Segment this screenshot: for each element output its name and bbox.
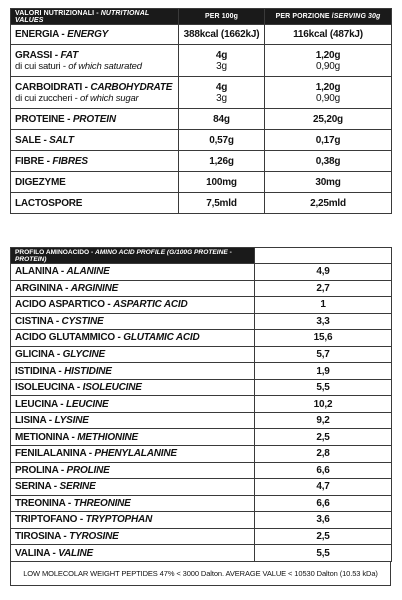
nutrient-name-it: SALE	[15, 134, 41, 146]
amino-name-en: CYSTINE	[61, 315, 104, 327]
value-serving: 2,25mld	[265, 193, 392, 214]
nutrition-row-protein	[11, 109, 392, 130]
amino-name-en: ARGININE	[70, 282, 119, 294]
amino-row	[11, 462, 392, 479]
nutrient-name	[11, 45, 179, 77]
nutrient-main: GRASSI - FAT	[15, 49, 78, 61]
amino-name: ACIDO ASPARTICO - ASPARTIC ACID	[11, 297, 255, 314]
amino-row	[11, 297, 392, 314]
value-serving	[265, 45, 392, 77]
amino-value: 3,6	[255, 512, 392, 529]
amino-name-en: GLUTAMIC ACID	[123, 332, 200, 344]
value-main: 4g	[215, 49, 228, 61]
value-serving: 25,20g	[265, 109, 392, 130]
amino-row	[11, 412, 392, 429]
amino-name-en: TRYPTOPHAN	[85, 514, 153, 526]
amino-name-en: GLYCINE	[62, 349, 105, 360]
amino-row	[11, 528, 392, 545]
amino-name-en: PROLINE	[66, 464, 110, 476]
nutrient-name-en: CARBOHYDRATE	[90, 81, 173, 93]
nutrient-name-it: FIBRE	[15, 155, 45, 167]
section-gap	[10, 214, 391, 247]
nutrition-header-serving: PER PORZIONE /SERVING 30g	[265, 9, 392, 25]
value-per100: 0,57g	[179, 130, 265, 151]
amino-name-it: TRIPTOFANO	[15, 514, 78, 526]
amino-row	[11, 330, 392, 347]
amino-row	[11, 379, 392, 396]
amino-name-en: PHENYLALANINE	[94, 448, 177, 460]
amino-table-body	[11, 264, 392, 562]
value-sub: 3g	[216, 60, 227, 72]
amino-name-it: TREONINA	[15, 497, 66, 509]
value-per100: 84g	[179, 109, 265, 130]
value-serving: 0,17g	[265, 130, 392, 151]
amino-name-en: VALINE	[58, 547, 93, 559]
amino-value: 5,7	[255, 346, 392, 363]
nutrient-sub-en: of which sugar	[80, 92, 139, 104]
amino-name: SERINA - SERINE	[11, 479, 255, 496]
amino-name: ACIDO GLUTAMMICO - GLUTAMIC ACID	[11, 330, 255, 347]
value-serving: 116kcal (487kJ)	[265, 25, 392, 45]
amino-value: 2,7	[255, 280, 392, 297]
amino-name: ISOLEUCINA - ISOLEUCINE	[11, 379, 255, 396]
amino-row	[11, 545, 392, 562]
amino-value: 1,9	[255, 363, 392, 380]
header-label-it: VALORI NUTRIZIONALI	[15, 9, 95, 17]
amino-name-it: GLICINA	[15, 349, 55, 360]
nutrient-sub-it: di cui zuccheri	[15, 92, 73, 104]
value-serving	[265, 77, 392, 109]
amino-name-it: ISTIDINA	[15, 365, 56, 377]
nutrient-sub-it: di cui saturi	[15, 60, 61, 72]
amino-value: 4,7	[255, 479, 392, 496]
nutrient-name-it: ENERGIA	[15, 29, 59, 40]
nutrient-name-en: ENERGY	[67, 29, 109, 40]
amino-row	[11, 479, 392, 496]
amino-value: 9,2	[255, 412, 392, 429]
amino-name-it: LEUCINA	[15, 398, 58, 410]
amino-name-en: SERINE	[59, 481, 96, 493]
amino-header-row	[11, 248, 392, 264]
amino-acid-table	[10, 247, 392, 562]
amino-name-en: TYROSINE	[69, 531, 119, 543]
nutrient-name: ENERGIA - ENERGY	[11, 25, 179, 45]
amino-value: 4,9	[255, 264, 392, 281]
nutrient-name	[11, 77, 179, 109]
amino-name-it: ISOLEUCINA	[15, 382, 75, 394]
amino-row	[11, 346, 392, 363]
value-main: 1,20g	[315, 49, 341, 61]
amino-name-en: ALANINE	[66, 266, 110, 278]
amino-name-en: THREONINE	[73, 497, 131, 509]
amino-value: 5,5	[255, 545, 392, 562]
amino-name-it: FENILALANINA	[15, 448, 87, 460]
amino-value: 2,8	[255, 446, 392, 463]
amino-name-en: ISOLEUCINE	[82, 382, 142, 394]
amino-header-label: PROFILO AMINOACIDO - AMINO ACID PROFILE (G/100G PROTEINE - PROTEIN)	[11, 248, 255, 264]
amino-row	[11, 264, 392, 281]
nutrient-name: DIGEZYME	[11, 172, 179, 193]
amino-name: TRIPTOFANO - TRYPTOPHAN	[11, 512, 255, 529]
value-per100: 1,26g	[179, 151, 265, 172]
amino-row	[11, 495, 392, 512]
nutrient-name-en: FIBRES	[52, 155, 88, 167]
nutrition-header-row	[11, 9, 392, 25]
nutrition-table	[10, 8, 392, 214]
amino-value: 2,5	[255, 429, 392, 446]
amino-name-it: SERINA	[15, 481, 52, 493]
amino-name-it: VALINA	[15, 547, 50, 559]
value-per100: 388kcal (1662kJ)	[179, 25, 265, 45]
amino-value: 3,3	[255, 313, 392, 330]
amino-name-it: CISTINA	[15, 315, 54, 327]
amino-value: 6,6	[255, 462, 392, 479]
label-container	[10, 8, 391, 586]
amino-name: ARGININA - ARGININE	[11, 280, 255, 297]
nutrient-sub: di cui zuccheri - of which sugar	[15, 92, 139, 104]
value-per100	[179, 77, 265, 109]
amino-row	[11, 313, 392, 330]
nutrition-header-label: VALORI NUTRIZIONALI - NUTRITIONAL VALUES	[11, 9, 179, 25]
amino-name-en: LEUCINE	[65, 398, 109, 410]
amino-name: LISINA - LYSINE	[11, 412, 255, 429]
amino-name: TREONINA - THREONINE	[11, 495, 255, 512]
amino-name-en: METHIONINE	[77, 431, 139, 443]
value-serving: 30mg	[265, 172, 392, 193]
amino-row	[11, 429, 392, 446]
amino-name: GLICINA - GLYCINE	[11, 346, 255, 363]
nutrient-name-en: SALT	[49, 134, 74, 146]
nutrition-row-energy	[11, 25, 392, 45]
amino-header-it: PROFILO AMINOACIDO	[15, 248, 90, 256]
amino-row	[11, 446, 392, 463]
value-main: 1,20g	[315, 81, 341, 93]
amino-value: 1	[255, 297, 392, 314]
amino-header-blank	[255, 248, 392, 264]
amino-row	[11, 396, 392, 413]
amino-name-en: HISTIDINE	[64, 365, 112, 377]
amino-header-en2: PROTEIN)	[15, 255, 47, 263]
nutrition-row-salt	[11, 130, 392, 151]
amino-name-it: LISINA	[15, 415, 47, 427]
amino-name-it: TIROSINA	[15, 531, 61, 543]
nutrient-main: CARBOIDRATI - CARBOHYDRATE	[15, 81, 173, 93]
amino-name: LEUCINA - LEUCINE	[11, 396, 255, 413]
nutrient-name-it: GRASSI	[15, 49, 53, 61]
amino-value: 15,6	[255, 330, 392, 347]
nutrient-name: LACTOSPORE	[11, 193, 179, 214]
nutrition-row-fibres	[11, 151, 392, 172]
amino-name-it: ARGININA	[15, 282, 63, 294]
nutrient-name: PROTEINE - PROTEIN	[11, 109, 179, 130]
value-main: 4g	[215, 81, 228, 93]
amino-name-en: ASPARTIC ACID	[113, 299, 188, 311]
amino-name: FENILALANINA - PHENYLALANINE	[11, 446, 255, 463]
amino-name-it: ACIDO GLUTAMMICO	[15, 332, 115, 344]
header-serving-it: PER PORZIONE	[275, 13, 330, 20]
amino-name-it: PROLINA	[15, 464, 59, 476]
amino-row	[11, 512, 392, 529]
amino-name: TIROSINA - TYROSINE	[11, 528, 255, 545]
value-sub: 0,90g	[315, 92, 341, 104]
nutrition-header-per100: PER 100g	[179, 9, 265, 25]
header-label-en: NUTRITIONAL VALUES	[15, 9, 150, 24]
amino-name: ISTIDINA - HISTIDINE	[11, 363, 255, 380]
amino-name-it: ACIDO ASPARTICO	[15, 299, 105, 311]
value-per100: 100mg	[179, 172, 265, 193]
nutrient-name: SALE - SALT	[11, 130, 179, 151]
amino-name: PROLINA - PROLINE	[11, 462, 255, 479]
peptide-footnote: LOW MOLECOLAR WEIGHT PEPTIDES 47% < 3000 Dalton. AVERAGE VALUE < 10530 Dalton (10.53 kDa)	[10, 562, 391, 586]
value-sub: 3g	[216, 92, 227, 104]
amino-name: CISTINA - CYSTINE	[11, 313, 255, 330]
nutrient-name-en: FAT	[60, 49, 78, 61]
amino-name-en: LYSINE	[54, 415, 89, 427]
amino-row	[11, 280, 392, 297]
nutrient-name-it: PROTEINE	[15, 113, 65, 125]
amino-value: 10,2	[255, 396, 392, 413]
amino-value: 5,5	[255, 379, 392, 396]
amino-row	[11, 363, 392, 380]
nutrition-row-digezyme	[11, 172, 392, 193]
nutrient-name: FIBRE - FIBRES	[11, 151, 179, 172]
nutrient-sub: di cui saturi - of which saturated	[15, 60, 142, 72]
header-serving-en: SERVING 30g	[333, 13, 381, 20]
amino-name: ALANINA - ALANINE	[11, 264, 255, 281]
amino-value: 2,5	[255, 528, 392, 545]
amino-name: METIONINA - METHIONINE	[11, 429, 255, 446]
value-serving: 0,38g	[265, 151, 392, 172]
nutrient-name-en: PROTEIN	[72, 113, 116, 125]
amino-header-en: AMINO ACID PROFILE (G/100G PROTEINE	[95, 248, 228, 256]
nutrient-name-it: CARBOIDRATI	[15, 81, 83, 93]
amino-name: VALINA - VALINE	[11, 545, 255, 562]
nutrition-row-lactospore	[11, 193, 392, 214]
nutrition-row-carbohydrate	[11, 77, 392, 109]
value-per100: 7,5mld	[179, 193, 265, 214]
value-per100	[179, 45, 265, 77]
amino-value: 6,6	[255, 495, 392, 512]
value-sub: 0,90g	[315, 60, 341, 72]
amino-name-it: METIONINA	[15, 431, 69, 443]
amino-name-it: ALANINA	[15, 266, 59, 278]
nutrition-row-fat	[11, 45, 392, 77]
nutrient-sub-en: of which saturated	[68, 60, 142, 72]
